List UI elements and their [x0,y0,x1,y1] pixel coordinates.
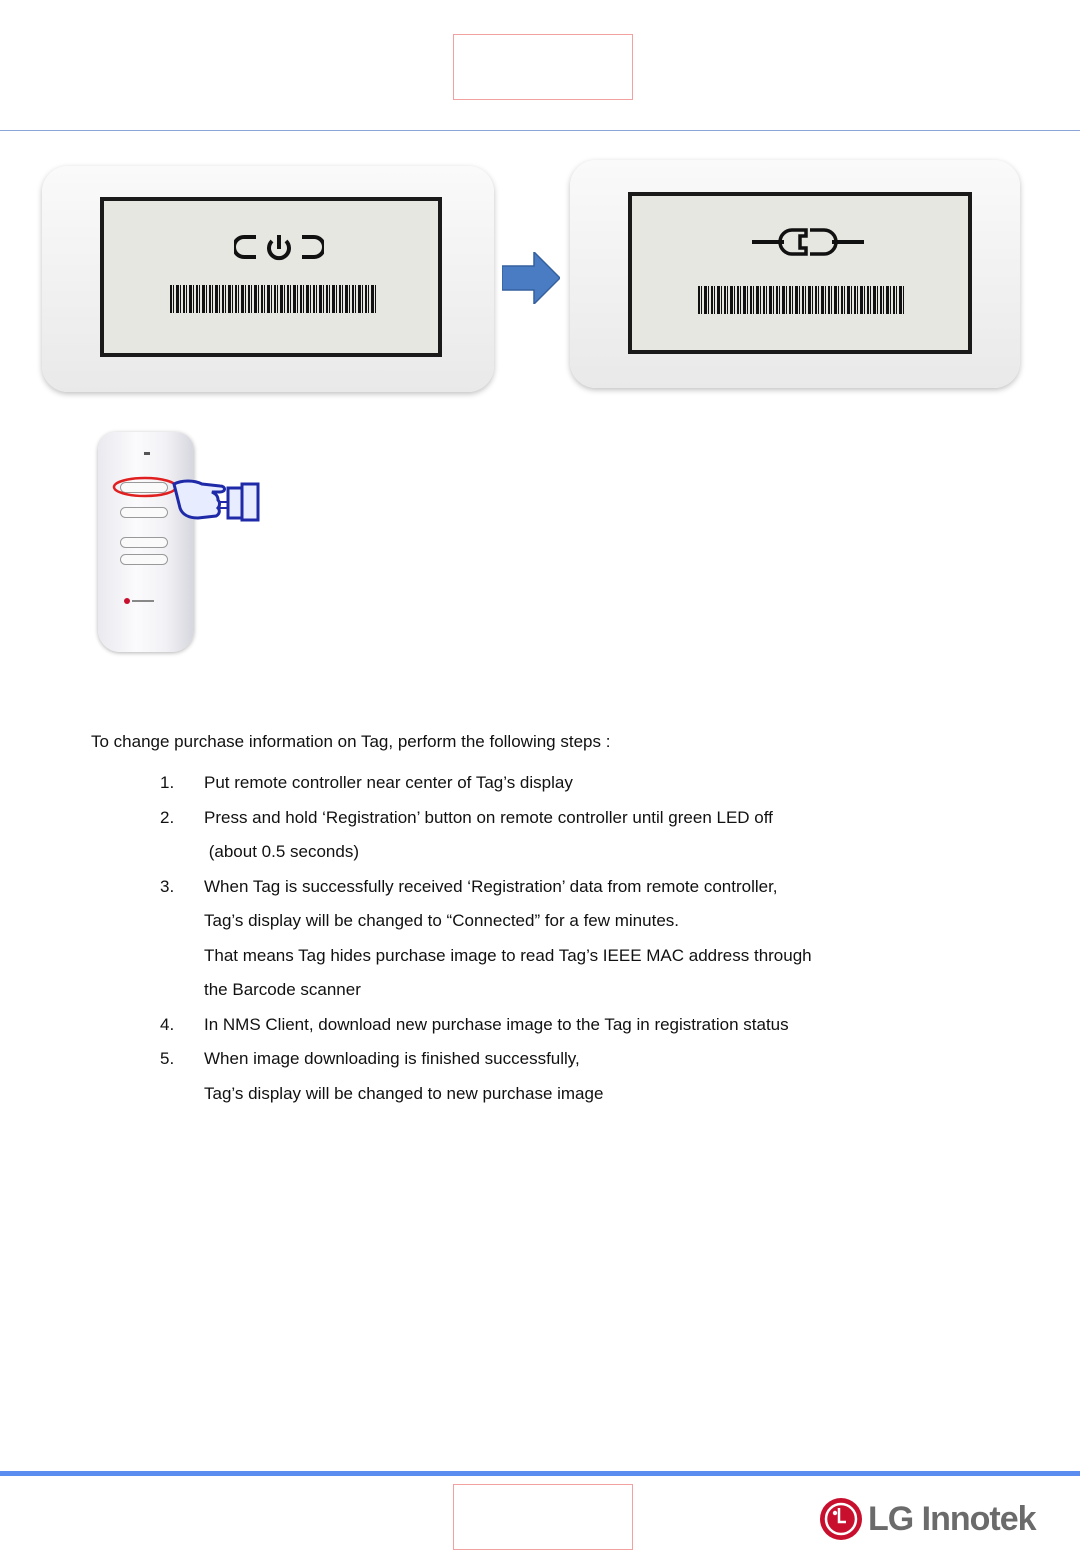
reset-button [120,554,168,565]
list-item: Tag’s display will be changed to new purchase image [204,1083,604,1103]
header-divider [0,130,1080,131]
logo-text: LG Innotek [868,1499,1036,1538]
list-item: That means Tag hides purchase image to read Tag’s IEEE MAC address through [204,945,812,965]
tag-after-image [570,160,1020,388]
list-item: 1. Put remote controller near center of Tag’s display [160,773,573,792]
connected-icon [752,222,864,262]
list-item: 4. In NMS Client, download new purchase image to the Tag in registration status [160,1014,789,1034]
header-placeholder-box [453,34,633,100]
list-item: 5. When image downloading is finished successfully, [160,1049,580,1068]
intro-text: To change purchase information on Tag, perform the following steps : [91,732,611,751]
list-item: the Barcode scanner [204,980,361,999]
lg-logo-small [124,598,130,604]
list-item: (about 0.5 seconds) [204,842,359,861]
barcode [698,286,906,314]
tag-before-image [42,166,494,392]
remote-controller-image [98,432,194,652]
list-item: 3. When Tag is successfully received ‘Registration’ data from remote controller, [160,876,778,896]
list-item: Tag’s display will be changed to “Connected” for a few minutes. [204,911,679,930]
lg-innotek-logo [820,1498,1036,1540]
remote-brand-mark [132,600,154,602]
list-item: 2. Press and hold ‘Registration’ button on remote controller until green LED off [160,807,773,827]
release-button [120,507,168,518]
power-icon [234,229,324,269]
arrow-right-icon [502,252,560,304]
page-flip-button [120,537,168,548]
highlight-circle [112,476,178,498]
barcode [170,285,376,313]
steps-list [160,766,812,1111]
lg-logo-icon [820,1498,862,1540]
pointing-hand-icon [172,474,262,524]
footer-placeholder-box [453,1484,633,1550]
led-indicator [144,452,150,455]
footer-divider [0,1471,1080,1476]
